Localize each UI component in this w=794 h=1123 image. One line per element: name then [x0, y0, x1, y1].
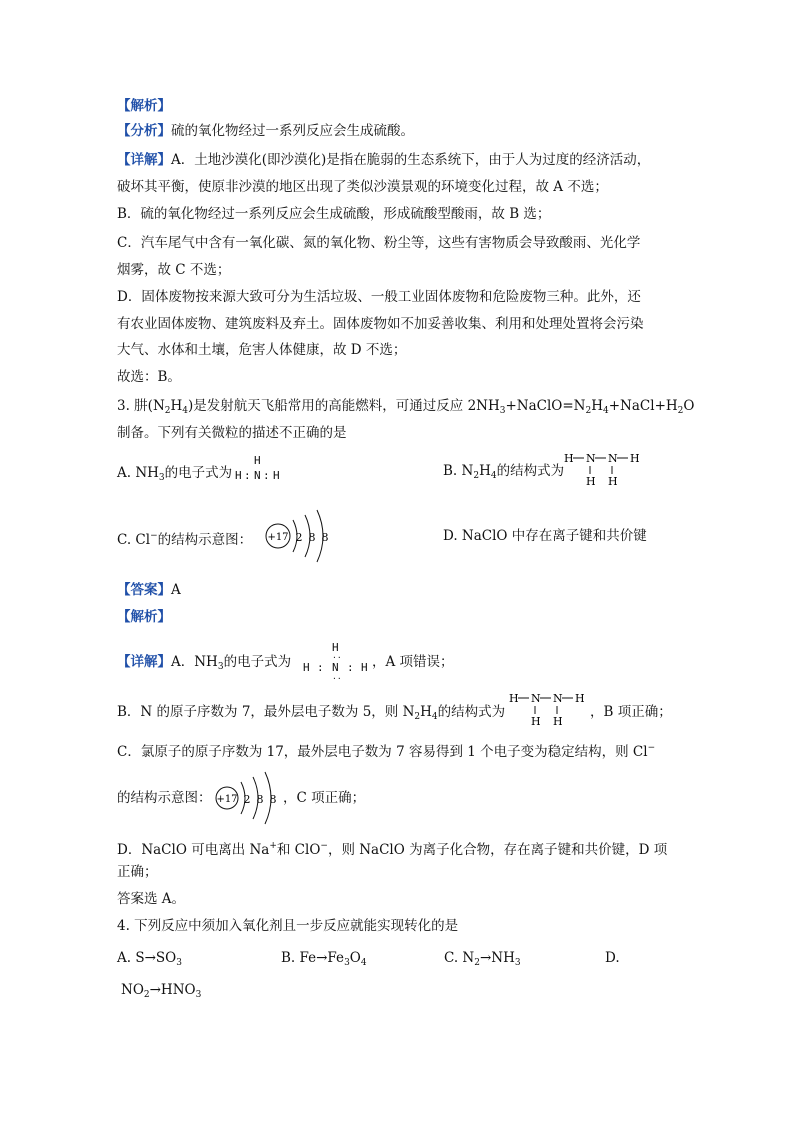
q3-detail-d1: D．NaClO 可电离出 Na+和 ClO−，则 NaClO 为离子化合物，存在离子键和共价键，D 项 — [117, 841, 668, 858]
q3-option-a: A. $NH_3$的电子式为 — [117, 465, 233, 483]
svg-text:+17: +17 — [216, 794, 238, 805]
q3-detail-c1: C．氯原子的原子序数为 17，最外层电子数为 7 容易得到 1 个电子变为稳定结构，则 Cl− — [117, 743, 656, 760]
svg-text:8: 8 — [269, 793, 277, 806]
detail-line-a2: 破坏其平衡，使原非沙漠的地区出现了类似沙漠景观的环境变化过程，故 A 不选； — [117, 179, 608, 195]
detail-line-d3: 大气、水体和土壤，危害人体健康，故 D 不选； — [117, 342, 407, 358]
detail-line-c1: C．汽车尾气中含有一氧化碳、氮的氧化物、粉尘等，这些有害物质会导致酸雨、光化学 — [117, 235, 641, 251]
q3-detail-c2-end: ，C 项正确； — [283, 790, 366, 806]
q4-option-c: C. $N_2\to NH_3$ — [444, 950, 521, 968]
svg-text:2: 2 — [295, 531, 303, 544]
q4-stem: 4. 下列反应中须加入氧化剂且一步反应就能实现转化的是 — [117, 918, 459, 934]
q4-option-b: B. $Fe\to Fe_3O_4$ — [281, 950, 367, 968]
q3-option-c: C. Cl−的结构示意图： — [117, 531, 253, 548]
hydrazine-structure-detail — [507, 690, 587, 730]
q3-detail-c2: 的结构示意图： — [117, 790, 212, 806]
q4-option-a: A. $S\to SO_3$ — [117, 950, 182, 968]
svg-text:H: H — [608, 475, 618, 488]
detail-line-b: B．硫的氧化物经过一系列反应会生成硫酸，形成硫酸型酸雨，故 B 选； — [117, 206, 551, 222]
svg-text:H: H — [575, 692, 585, 705]
analysis-tag: 【分析】 — [117, 123, 171, 139]
q3-answer: 【答案】A — [117, 582, 181, 598]
q3-detail-b: B．N 的原子序数为 7，最外层电子数为 5，则 $N_2H_4$的结构式为 — [117, 704, 506, 722]
q3-analysis-label: 【解析】 — [117, 609, 171, 625]
svg-text:N: N — [608, 452, 618, 465]
svg-text:8: 8 — [308, 531, 316, 544]
svg-text:H: H — [586, 475, 596, 488]
svg-text:8: 8 — [256, 793, 264, 806]
hydrazine-structure-b — [562, 450, 642, 490]
cl-ion-structure-detail — [213, 768, 293, 828]
detail-line-d1: D．固体废物按来源大致可分为生活垃圾、一般工业固体废物和危险废物三种。此外，还 — [117, 289, 641, 305]
analysis-label: 【解析】 — [117, 98, 171, 114]
svg-text:N: N — [553, 692, 563, 705]
cl-ion-structure-c — [263, 506, 343, 566]
svg-text:H: H — [553, 715, 563, 728]
analysis-summary — [117, 121, 414, 141]
q3-option-b: B. $N_2H_4$的结构式为 — [443, 463, 565, 481]
detail-line-c2: 烟雾，故 C 不选； — [117, 262, 231, 278]
svg-text:H: H — [630, 452, 640, 465]
svg-text:H: H — [531, 715, 541, 728]
detail-tag: 【详解】 — [117, 152, 171, 168]
q3-detail-a: 【详解】A．$NH_3$的电子式为 — [117, 654, 292, 672]
svg-text:H: H — [509, 692, 519, 705]
detail-line-a1 — [117, 150, 650, 170]
svg-text:8: 8 — [321, 531, 329, 544]
analysis-text: 硫的氧化物经过一系列反应会生成硫酸。 — [171, 123, 414, 139]
q4-option-d: D. — [605, 950, 620, 966]
detail-text: A．土地沙漠化(即沙漠化)是指在脆弱的生态系统下，由于人为过度的经济活动， — [171, 152, 651, 168]
q3-final-answer: 答案选 A。 — [117, 891, 186, 907]
q3-detail-d2: 正确； — [117, 864, 158, 880]
svg-text:N: N — [586, 452, 596, 465]
choose-answer: 故选：B。 — [117, 369, 181, 385]
document-page: 【解析】 【分析】硫的氧化物经过一系列反应会生成硫酸。 【详解】A．土地沙漠化(即沙漠化)是指在脆弱的生态系统下，由于人为过度的经济活动， 破坏其平衡，使原非沙漠的地区出现了类似沙漠景观的环境变化过程，故 A 不选； B．硫的氧化物经过一系列反应会生成硫酸，形成硫酸型酸雨，故 B 选； C．汽车尾气中含有一氧化碳、氮的氧化物、粉尘等，这些有害物质会导致酸雨、光化学 烟雾，故 C 不选； D．固体废物按来源大致可分为生活垃圾、一般工业固体废物和危险废物三种。此外，还 有农业固体废物、建筑废料及弃土。固体废物如不加妥善收集、利用和处理处置将会污染 大气、水体和土壤，危害人体健康，故 D 不选； 故选：B。 3. 肼$(N_2H_4)$是发射航天飞船常用的高能燃料，可通过反应 $2NH_3+NaClO=N_2H_4+NaCl+H_2O$ 制备。下列有关微粒的描述不正确的是 A. $NH_3$的电子式为 H H : N : H B. $N_2H_4$的结构式为 H N N H H H C. Cl−的结构示意图： +17 2 8 8 D. NaClO 中存在离子键和共价键 【答案】A 【解析】 【详解】A．$NH_3$的电子式为 H H : N : H ·· ·· ，A 项错误； B．N 的原子序数为 7，最外层电子数为 5，则 $N_2H_4$的结构式为 H N N H H H ，B 项正确； C．氯原子的原子序数为 17，最外层电子数为 7 容易得到 1 个电子变为稳定结构，则 Cl− 的结构示意图： +17 2 8 8 ，C 项正确； D．NaClO 可电离出 Na+和 ClO−，则 NaClO 为离子化合物，存在离子键和共价键，D 项 正确； 答案选 A。 4. 下列反应中须加入氧化剂且一步反应就能实现转化的是 A. $S\to SO_3$ B. $Fe\to Fe_3O_4$ C. $N_2\to NH_3$ D. $NO_2\to HNO_3$ — [0, 0, 794, 1123]
svg-text:N: N — [531, 692, 541, 705]
svg-text:+17: +17 — [267, 532, 289, 543]
svg-text:2: 2 — [243, 793, 251, 806]
svg-text:H: H — [564, 452, 574, 465]
q4-option-d-formula: $NO_2\to HNO_3$ — [121, 982, 202, 1000]
q3-stem-2: 制备。下列有关微粒的描述不正确的是 — [117, 425, 347, 441]
q3-detail-a-end: ，A 项错误； — [372, 654, 454, 670]
detail-line-d2: 有农业固体废物、建筑废料及弃土。固体废物如不加妥善收集、利用和处理处置将会污染 — [117, 316, 644, 332]
q3-detail-b-end: ，B 项正确； — [590, 704, 672, 720]
q3-stem: 3. 肼$(N_2H_4)$是发射航天飞船常用的高能燃料，可通过反应 $2NH_3+NaClO=N_2H_4+NaCl+H_2O$ — [117, 398, 695, 416]
q3-option-d: D. NaClO 中存在离子键和共价键 — [443, 528, 647, 544]
